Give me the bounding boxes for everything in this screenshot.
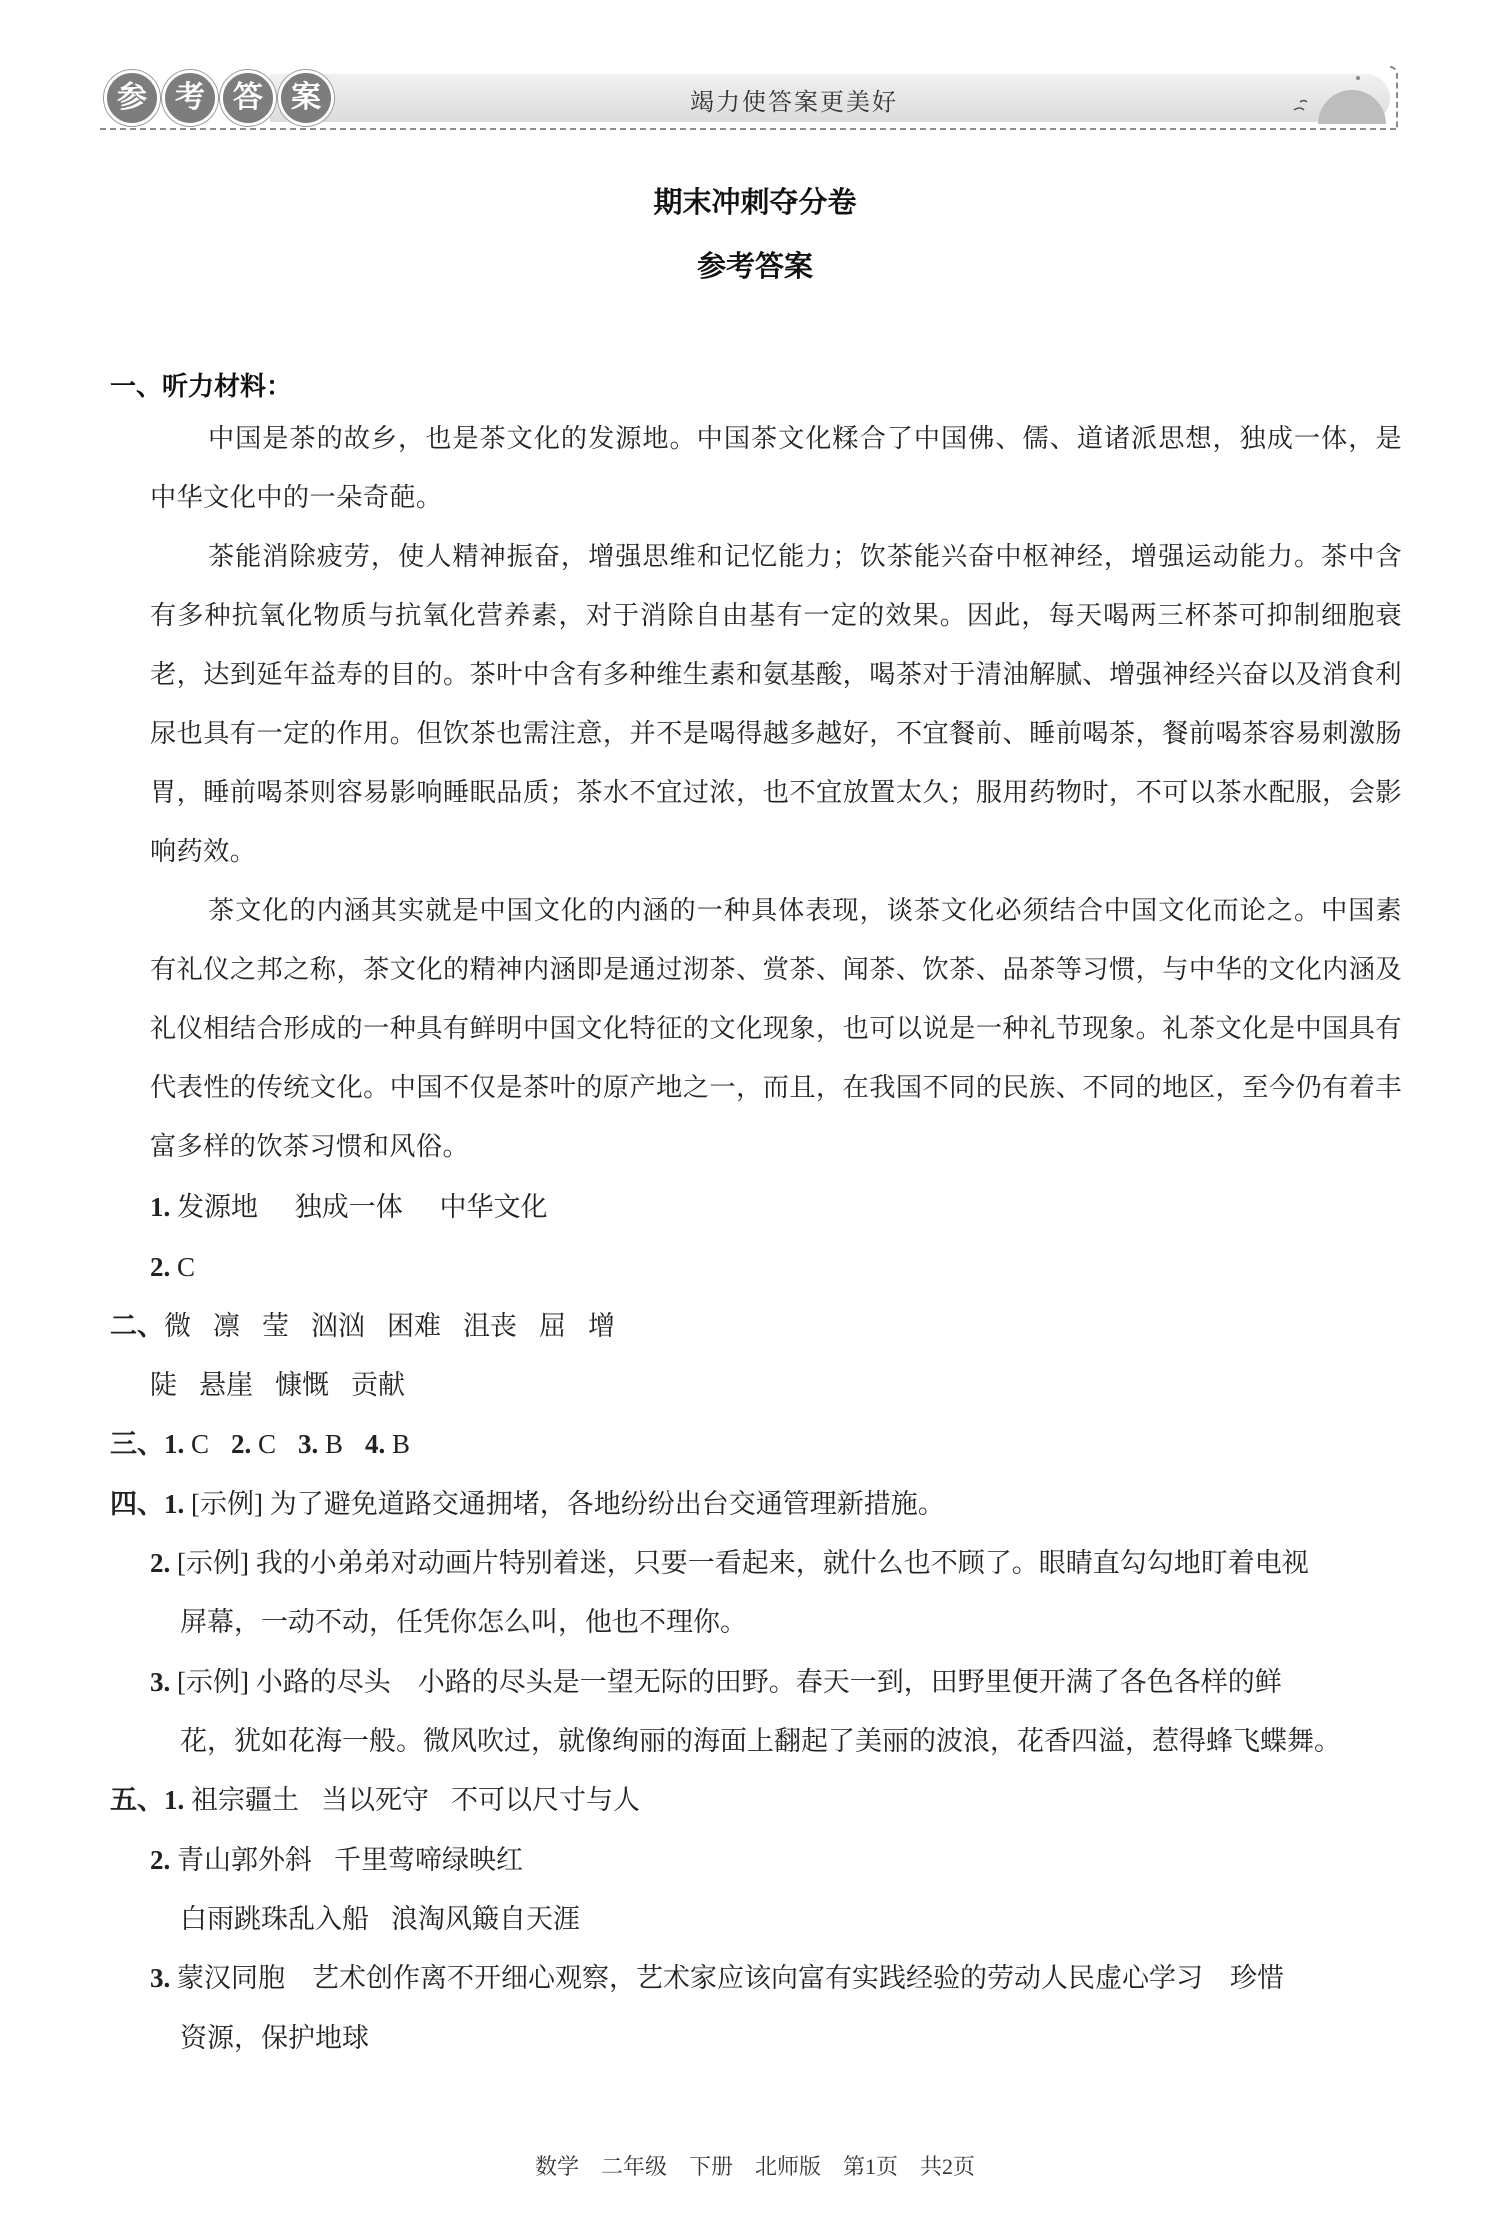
- header-corner: [1390, 66, 1398, 130]
- badge-char: 考: [162, 70, 218, 126]
- answer-item: 祖宗疆土: [191, 1785, 299, 1815]
- answer-line: [110, 1424, 410, 1464]
- page-footer: 数学 二年级 下册 北师版 第1页 共2页: [534, 2154, 975, 2179]
- answer-item: 蒙汉同胞 艺术创作离不开细心观察，艺术家应该向富有实践经验的劳动人民虚心学习 珍惜: [177, 1963, 1284, 1993]
- question-number: 1.: [164, 1785, 185, 1815]
- question-number: 1.: [164, 1429, 185, 1459]
- answer-line: [110, 1780, 640, 1820]
- answer-item: 慷慨: [275, 1370, 329, 1400]
- answer-item: 屈: [539, 1311, 566, 1341]
- answer-line: [150, 1840, 523, 1880]
- answer-item: 凛: [213, 1311, 240, 1341]
- answer-item: 沮丧: [463, 1311, 517, 1341]
- answer-item: 增: [588, 1311, 615, 1341]
- section-4-heading: 四、: [110, 1489, 164, 1519]
- question-number: 3.: [298, 1429, 319, 1459]
- answer-line: [150, 1187, 548, 1227]
- answer-item: 白雨跳珠乱入船: [180, 1904, 369, 1934]
- listening-paragraph: 茶能消除疲劳，使人精神振奋，增强思维和记忆能力；饮茶能兴奋中枢神经，增强运动能力。茶中含有多种抗氧化物质与抗氧化营养素，对于消除自由基有一定的效果。因此，每天喝两三杯茶可抑制细胞衰老，达到延年益寿的目的。茶叶中含有多种维生素和氨基酸，喝茶对于清油解腻、增强神经兴奋以及消食利尿也具有一定的作用。但饮茶也需注意，并不是喝得越多越好，不宜餐前、睡前喝茶，餐前喝茶容易刺激肠胃，睡前喝茶则容易影响睡眠品质；茶水不宜过浓，也不宜放置太久；服用药物时，不可以茶水配服，会影响药效。: [150, 542, 1402, 867]
- answer-item: 发源地: [177, 1192, 258, 1222]
- answer-badge: [104, 70, 334, 126]
- question-number: 2.: [150, 1252, 171, 1282]
- listening-paragraph: 茶文化的内涵其实就是中国文化的内涵的一种具体表现，谈茶文化必须结合中国文化而论之。中国素有礼仪之邦之称，茶文化的精神内涵即是通过沏茶、赏茶、闻茶、饮茶、品茶等习惯，与中华的文化内涵及礼仪相结合形成的一种具有鲜明中国文化特征的文化现象，也可以说是一种礼节现象。礼茶文化是中国具有代表性的传统文化。中国不仅是茶叶的原产地之一，而且，在我国不同的民族、不同的地区，至今仍有着丰富多样的饮茶习惯和风俗。: [150, 896, 1402, 1162]
- answer-item: 陡: [150, 1370, 177, 1400]
- answer-item: 青山郭外斜: [177, 1845, 312, 1875]
- answer-line: [150, 1662, 1282, 1702]
- header-divider: [100, 128, 1396, 130]
- page-subtitle: 参考答案: [696, 249, 813, 283]
- answer-line: [150, 1365, 405, 1405]
- answer-item: 独成一体: [294, 1192, 403, 1222]
- answer-item: 困难: [387, 1311, 441, 1341]
- answer-item: C: [177, 1252, 196, 1282]
- answer-item: 中华文化: [439, 1192, 548, 1222]
- header-slogan: 竭力使答案更美好: [690, 88, 898, 116]
- answer-item: 资源，保护地球: [180, 2023, 369, 2053]
- answer-item: 花，犹如花海一般。微风吹过，就像绚丽的海面上翻起了美丽的波浪，花香四溢，惹得蜂飞蝶舞。: [180, 1726, 1341, 1756]
- answer-line-cont: [180, 1899, 580, 1939]
- answer-line-cont: [180, 1721, 1341, 1761]
- answer-line: [150, 1543, 1309, 1583]
- answer-item: C: [191, 1429, 210, 1459]
- listening-paragraph: 中国是茶的故乡，也是茶文化的发源地。中国茶文化糅合了中国佛、儒、道诸派思想，独成一体，是中华文化中的一朵奇葩。: [150, 424, 1402, 513]
- answer-item: 莹: [262, 1311, 289, 1341]
- answer-item: 千里莺啼绿映红: [334, 1845, 523, 1875]
- question-number: 4.: [365, 1429, 386, 1459]
- section-1-heading: 一、听力材料：: [110, 372, 293, 402]
- answer-item: 不可以尺寸与人: [451, 1785, 640, 1815]
- section-5-heading: 五、: [110, 1785, 164, 1815]
- question-number: 3.: [150, 1667, 171, 1697]
- answer-line: [150, 1958, 1284, 1998]
- question-number: 3.: [150, 1963, 171, 1993]
- answer-item: 浪淘风簸自天涯: [391, 1904, 580, 1934]
- question-number: 2.: [150, 1548, 171, 1578]
- page-title: 期末冲刺夺分卷: [653, 185, 857, 219]
- answer-line: [110, 1484, 945, 1524]
- answer-line: [150, 1247, 195, 1287]
- answer-item: B: [325, 1429, 344, 1459]
- question-number: 2.: [231, 1429, 252, 1459]
- answer-item: [示例] 为了避免道路交通拥堵，各地纷纷出台交通管理新措施。: [191, 1489, 945, 1519]
- badge-char: 答: [220, 70, 276, 126]
- answer-item: 当以死守: [321, 1785, 429, 1815]
- answer-item: 汹汹: [311, 1311, 365, 1341]
- answer-item: 屏幕，一动不动，任凭你怎么叫，他也不理你。: [180, 1607, 747, 1637]
- answer-item: 悬崖: [199, 1370, 253, 1400]
- answer-item: B: [392, 1429, 411, 1459]
- answer-item: [示例] 我的小弟弟对动画片特别着迷，只要一看起来，就什么也不顾了。眼睛直勾勾地盯着电视: [177, 1548, 1309, 1578]
- answer-item: C: [258, 1429, 277, 1459]
- badge-char: 案: [278, 70, 334, 126]
- sun-icon: [1290, 72, 1390, 124]
- answer-item: [示例] 小路的尽头 小路的尽头是一望无际的田野。春天一到，田野里便开满了各色各样的鲜: [177, 1667, 1282, 1697]
- section-2-heading: 二、: [110, 1311, 164, 1341]
- question-number: 1.: [150, 1192, 171, 1222]
- answer-line: [110, 1306, 615, 1346]
- badge-char: 参: [104, 70, 160, 126]
- page-header: [100, 66, 1396, 130]
- answer-item: 微: [164, 1311, 191, 1341]
- section-3-heading: 三、: [110, 1429, 164, 1459]
- question-number: 1.: [164, 1489, 185, 1519]
- answer-line-cont: [180, 2018, 369, 2058]
- answer-line-cont: [180, 1602, 747, 1642]
- question-number: 2.: [150, 1845, 171, 1875]
- answer-item: 贡献: [351, 1370, 405, 1400]
